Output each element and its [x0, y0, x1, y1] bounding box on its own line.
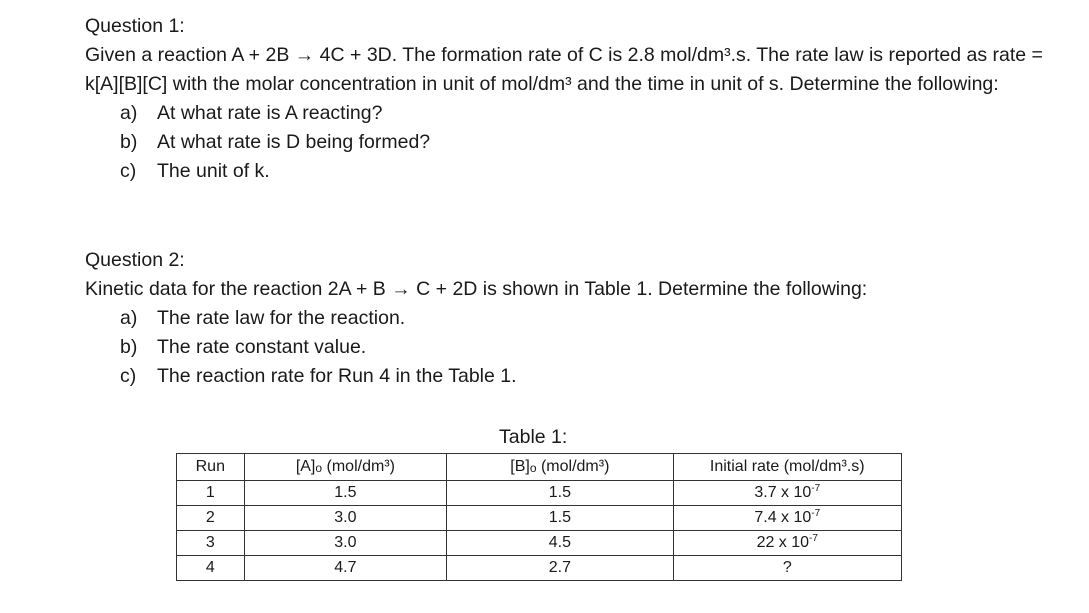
table-row — [177, 556, 902, 581]
cell-run: 1 — [177, 481, 245, 506]
question-2-item — [120, 362, 1045, 391]
cell-a: 1.5 — [244, 481, 447, 506]
rate-exponent: -7 — [811, 508, 821, 519]
cell-b: 4.5 — [447, 531, 673, 556]
table-row — [177, 506, 902, 531]
rate-base: 3.7 x 10 — [754, 484, 812, 501]
header-b-concentration — [447, 454, 673, 481]
header-initial-rate: Initial rate (mol/dm³.s) — [673, 454, 901, 481]
question-1-item — [120, 157, 1045, 186]
question-2-item — [120, 304, 1045, 333]
item-label: a) — [120, 102, 138, 124]
header-b-subscript: o — [529, 460, 537, 475]
rate-exponent: -7 — [811, 483, 821, 494]
question-1 — [85, 12, 1045, 186]
item-text: At what rate is A reacting? — [157, 102, 383, 124]
header-a-subscript: o — [315, 460, 323, 475]
item-text: The rate constant value. — [157, 336, 367, 358]
item-label: b) — [120, 131, 138, 153]
cell-run: 2 — [177, 506, 245, 531]
cell-b: 1.5 — [447, 506, 673, 531]
header-a-unit: (mol/dm³) — [322, 457, 395, 475]
question-1-title: Question 1: — [85, 15, 185, 37]
item-text: At what rate is D being formed? — [157, 131, 431, 153]
item-text: The rate law for the reaction. — [157, 307, 406, 329]
cell-rate — [673, 556, 901, 581]
question-1-item — [120, 99, 1045, 128]
rate-base: ? — [782, 559, 792, 576]
cell-a: 3.0 — [244, 531, 447, 556]
item-label: c) — [120, 365, 137, 387]
cell-rate — [673, 506, 901, 531]
cell-run: 3 — [177, 531, 245, 556]
kinetic-data-table — [176, 453, 902, 581]
item-text: The unit of k. — [157, 160, 270, 182]
item-text: The reaction rate for Run 4 in the Table 1. — [157, 365, 517, 387]
rate-base: 7.4 x 10 — [754, 509, 812, 526]
cell-b: 2.7 — [447, 556, 673, 581]
header-b-unit: (mol/dm³) — [536, 457, 610, 475]
header-a-concentration — [244, 454, 447, 481]
table-header-row — [177, 454, 902, 481]
table-row — [177, 481, 902, 506]
cell-a: 3.0 — [244, 506, 447, 531]
cell-a: 4.7 — [244, 556, 447, 581]
cell-b: 1.5 — [447, 481, 673, 506]
question-2-title: Question 2: — [85, 249, 185, 271]
table-caption-text: Table 1: — [499, 426, 568, 448]
question-2-item — [120, 333, 1045, 362]
cell-rate — [673, 531, 901, 556]
table-row — [177, 531, 902, 556]
question-2-items — [85, 304, 1045, 391]
question-1-text: Given a reaction A + 2B → 4C + 3D. The formation rate of C is 2.8 mol/dm³.s. The rate law is reported as rate = k[A][B][C] with the molar concentration in unit of mol/dm³ and the time in unit of s. Determine the following: — [85, 44, 1043, 95]
item-label: b) — [120, 336, 138, 358]
item-label: c) — [120, 160, 137, 182]
rate-base: 22 x 10 — [756, 534, 810, 551]
rate-exponent: -7 — [809, 533, 818, 544]
question-2-text: Kinetic data for the reaction 2A + B → C + 2D is shown in Table 1. Determine the following: — [85, 278, 868, 300]
header-b-prefix: [B] — [510, 457, 530, 475]
item-label: a) — [120, 307, 138, 329]
question-1-items — [85, 99, 1045, 186]
cell-run: 4 — [177, 556, 245, 581]
header-a-prefix: [A] — [295, 457, 316, 475]
cell-rate — [673, 481, 901, 506]
header-run: Run — [177, 454, 245, 481]
question-2 — [85, 246, 1045, 391]
question-1-item — [120, 128, 1045, 157]
